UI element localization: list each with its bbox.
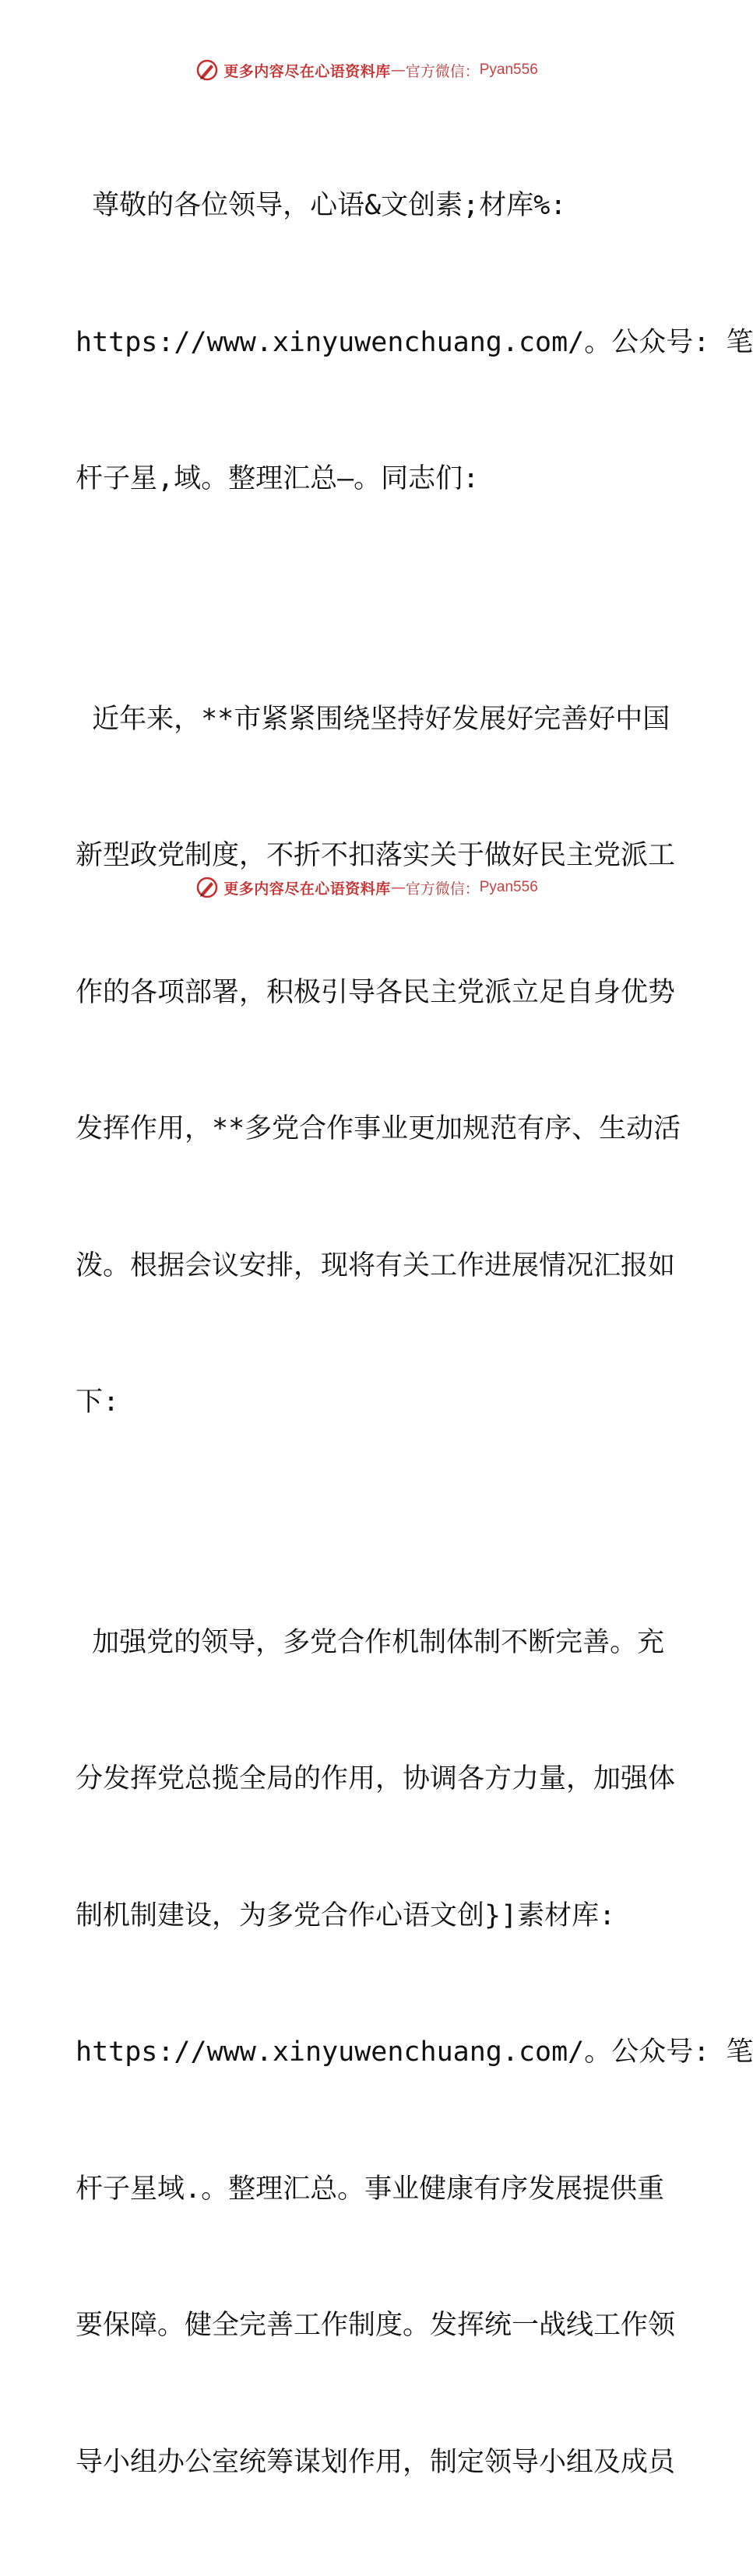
text-line: 尊敬的各位领导，心语&文创素;材库%: [76,183,683,229]
text-line: 杆子星,域。整理汇总—。同志们: [76,456,683,502]
text-line: 加强党的领导，多党合作机制体制不断完善。充 [76,1620,683,1666]
header-watermark-banner [0,54,740,86]
paragraph-intro [76,606,683,1516]
text-line: 发挥作用，**多党合作事业更加规范有序、生动活 [76,1106,683,1152]
text-line: 作的各项部署，积极引导各民主党派立足自身优势 [76,970,683,1016]
text-line: 制机制建设，为多党合作心语文创}]素材库: [76,1893,683,1939]
text-line: 下: [76,1379,683,1425]
pen-logo-icon [195,58,219,82]
text-line: 导小组办公室统筹谋划作用，制定领导小组及成员 [76,2440,683,2486]
footer-watermark-banner [0,872,740,903]
pen-logo-icon [195,876,219,899]
banner-wechat-id: Pyan556 [480,62,538,79]
text-line: 杆子星域.。整理汇总。事业健康有序发展提供重 [76,2167,683,2212]
banner-separator: — [391,62,406,79]
text-line: 泼。根据会议安排，现将有关工作进展情况汇报如 [76,1243,683,1289]
paragraph-leadership [76,1529,683,2576]
paragraph-greeting [76,92,683,593]
text-line: 新型政党制度，不折不扣落实关于做好民主党派工 [76,833,683,879]
text-line: 近年来，**市紧紧围绕坚持好发展好完善好中国 [76,697,683,743]
document-body [76,92,683,2576]
text-line: https://www.xinyuwenchuang.com/。公众号: 笔 [76,2030,683,2075]
banner-separator: — [391,879,406,896]
text-line: 分发挥党总揽全局的作用，协调各方力量，加强体 [76,1756,683,1802]
banner-text: 更多内容尽在心语资料库 [223,877,391,898]
banner-official-label: 官方微信： [406,877,480,898]
banner-official-label: 官方微信： [406,60,480,81]
banner-wechat-id: Pyan556 [480,879,538,896]
text-line: 要保障。健全完善工作制度。发挥统一战线工作领 [76,2303,683,2349]
text-line: https://www.xinyuwenchuang.com/。公众号: 笔 [76,320,683,366]
banner-text: 更多内容尽在心语资料库 [223,60,391,81]
